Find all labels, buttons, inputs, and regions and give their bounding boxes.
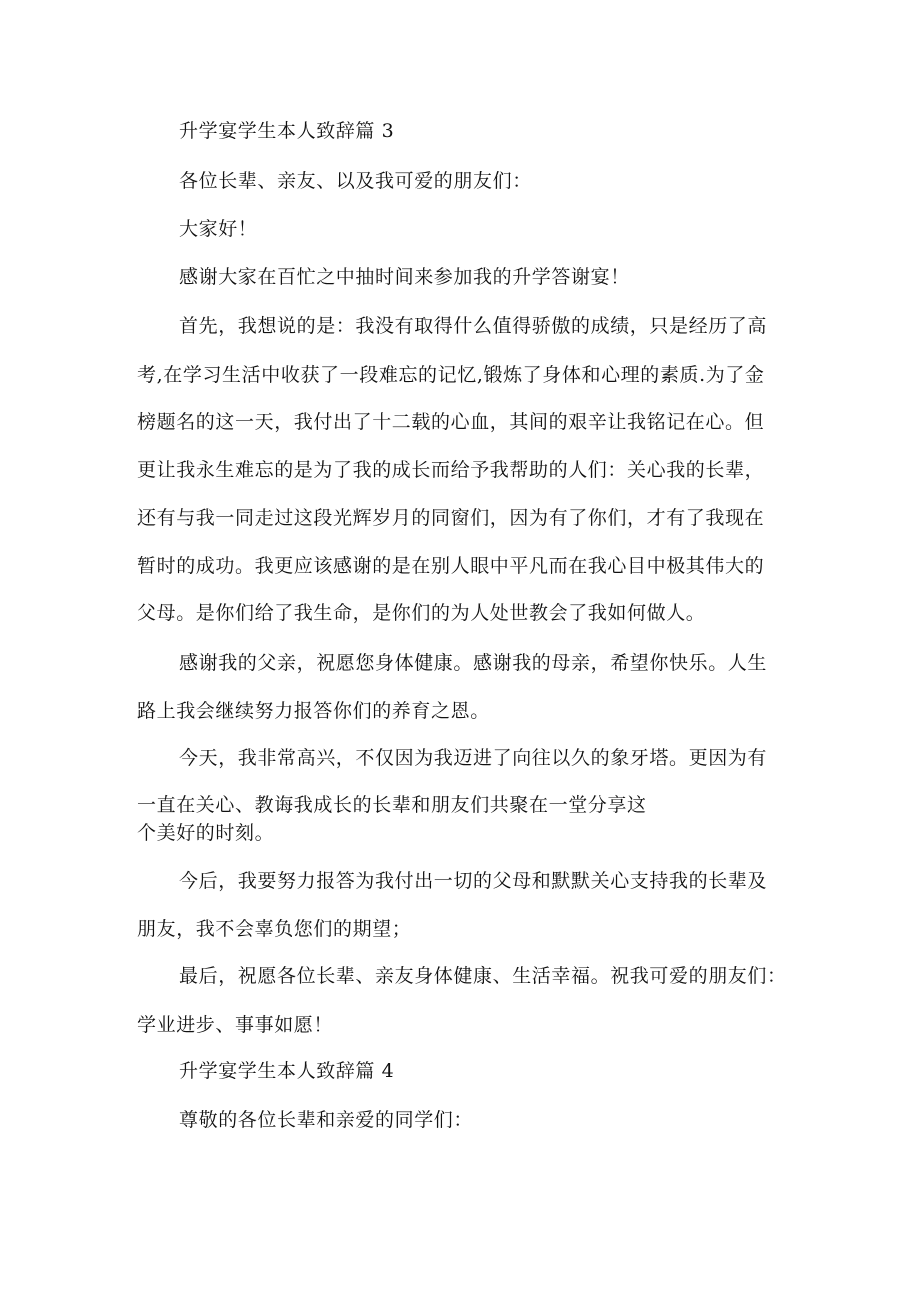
paragraph-line: 今天，我非常高兴，不仅因为我迈进了向往以久的象牙塔。更因为有	[179, 747, 768, 769]
paragraph-line: 个美好的时刻。	[137, 822, 275, 844]
paragraph-line: 还有与我一同走过这段光辉岁月的同窗们，因为有了你们，才有了我现在	[137, 507, 765, 529]
paragraph-line: 感谢我的父亲，祝愿您身体健康。感谢我的母亲，希望你快乐。人生	[179, 652, 768, 674]
paragraph-line: 今后，我要努力报答为我付出一切的父母和默默关心支持我的长辈及	[179, 870, 768, 892]
greeting-line: 尊敬的各位长辈和亲爱的同学们：	[179, 1109, 474, 1131]
paragraph-line: 暂时的成功。我更应该感谢的是在别人眼中平凡而在我心目中极其伟大的	[137, 555, 765, 577]
greeting-line: 各位长辈、亲友、以及我可爱的朋友们：	[179, 170, 532, 192]
paragraph-line: 最后，祝愿各位长辈、亲友身体健康、生活幸福。祝我可爱的朋友们：	[179, 965, 787, 987]
paragraph-line: 朋友，我不会辜负您们的期望；	[137, 918, 412, 940]
paragraph-line: 考,在学习生活中收获了一段难忘的记忆,锻炼了身体和心理的素质.为了金	[137, 364, 765, 386]
hello-line: 大家好！	[179, 218, 258, 240]
section-heading-4: 升学宴学生本人致辞篇 4	[179, 1060, 395, 1082]
paragraph-line: 首先，我想说的是：我没有取得什么值得骄傲的成绩，只是经历了高	[179, 315, 768, 337]
thanks-line: 感谢大家在百忙之中抽时间来参加我的升学答谢宴！	[179, 266, 630, 288]
paragraph-line: 榜题名的这一天，我付出了十二载的心血，其间的艰辛让我铭记在心。但	[137, 411, 765, 433]
paragraph-line: 路上我会继续努力报答你们的养育之恩。	[137, 700, 490, 722]
paragraph-line: 父母。是你们给了我生命，是你们的为人处世教会了我如何做人。	[137, 602, 706, 624]
paragraph-line: 更让我永生难忘的是为了我的成长而给予我帮助的人们：关心我的长辈，	[137, 459, 765, 481]
paragraph-line: 学业进步、事事如愿！	[137, 1014, 334, 1036]
paragraph-line: 一直在关心、教诲我成长的长辈和朋友们共聚在一堂分享这	[137, 794, 647, 816]
section-heading-3: 升学宴学生本人致辞篇 3	[179, 120, 395, 142]
